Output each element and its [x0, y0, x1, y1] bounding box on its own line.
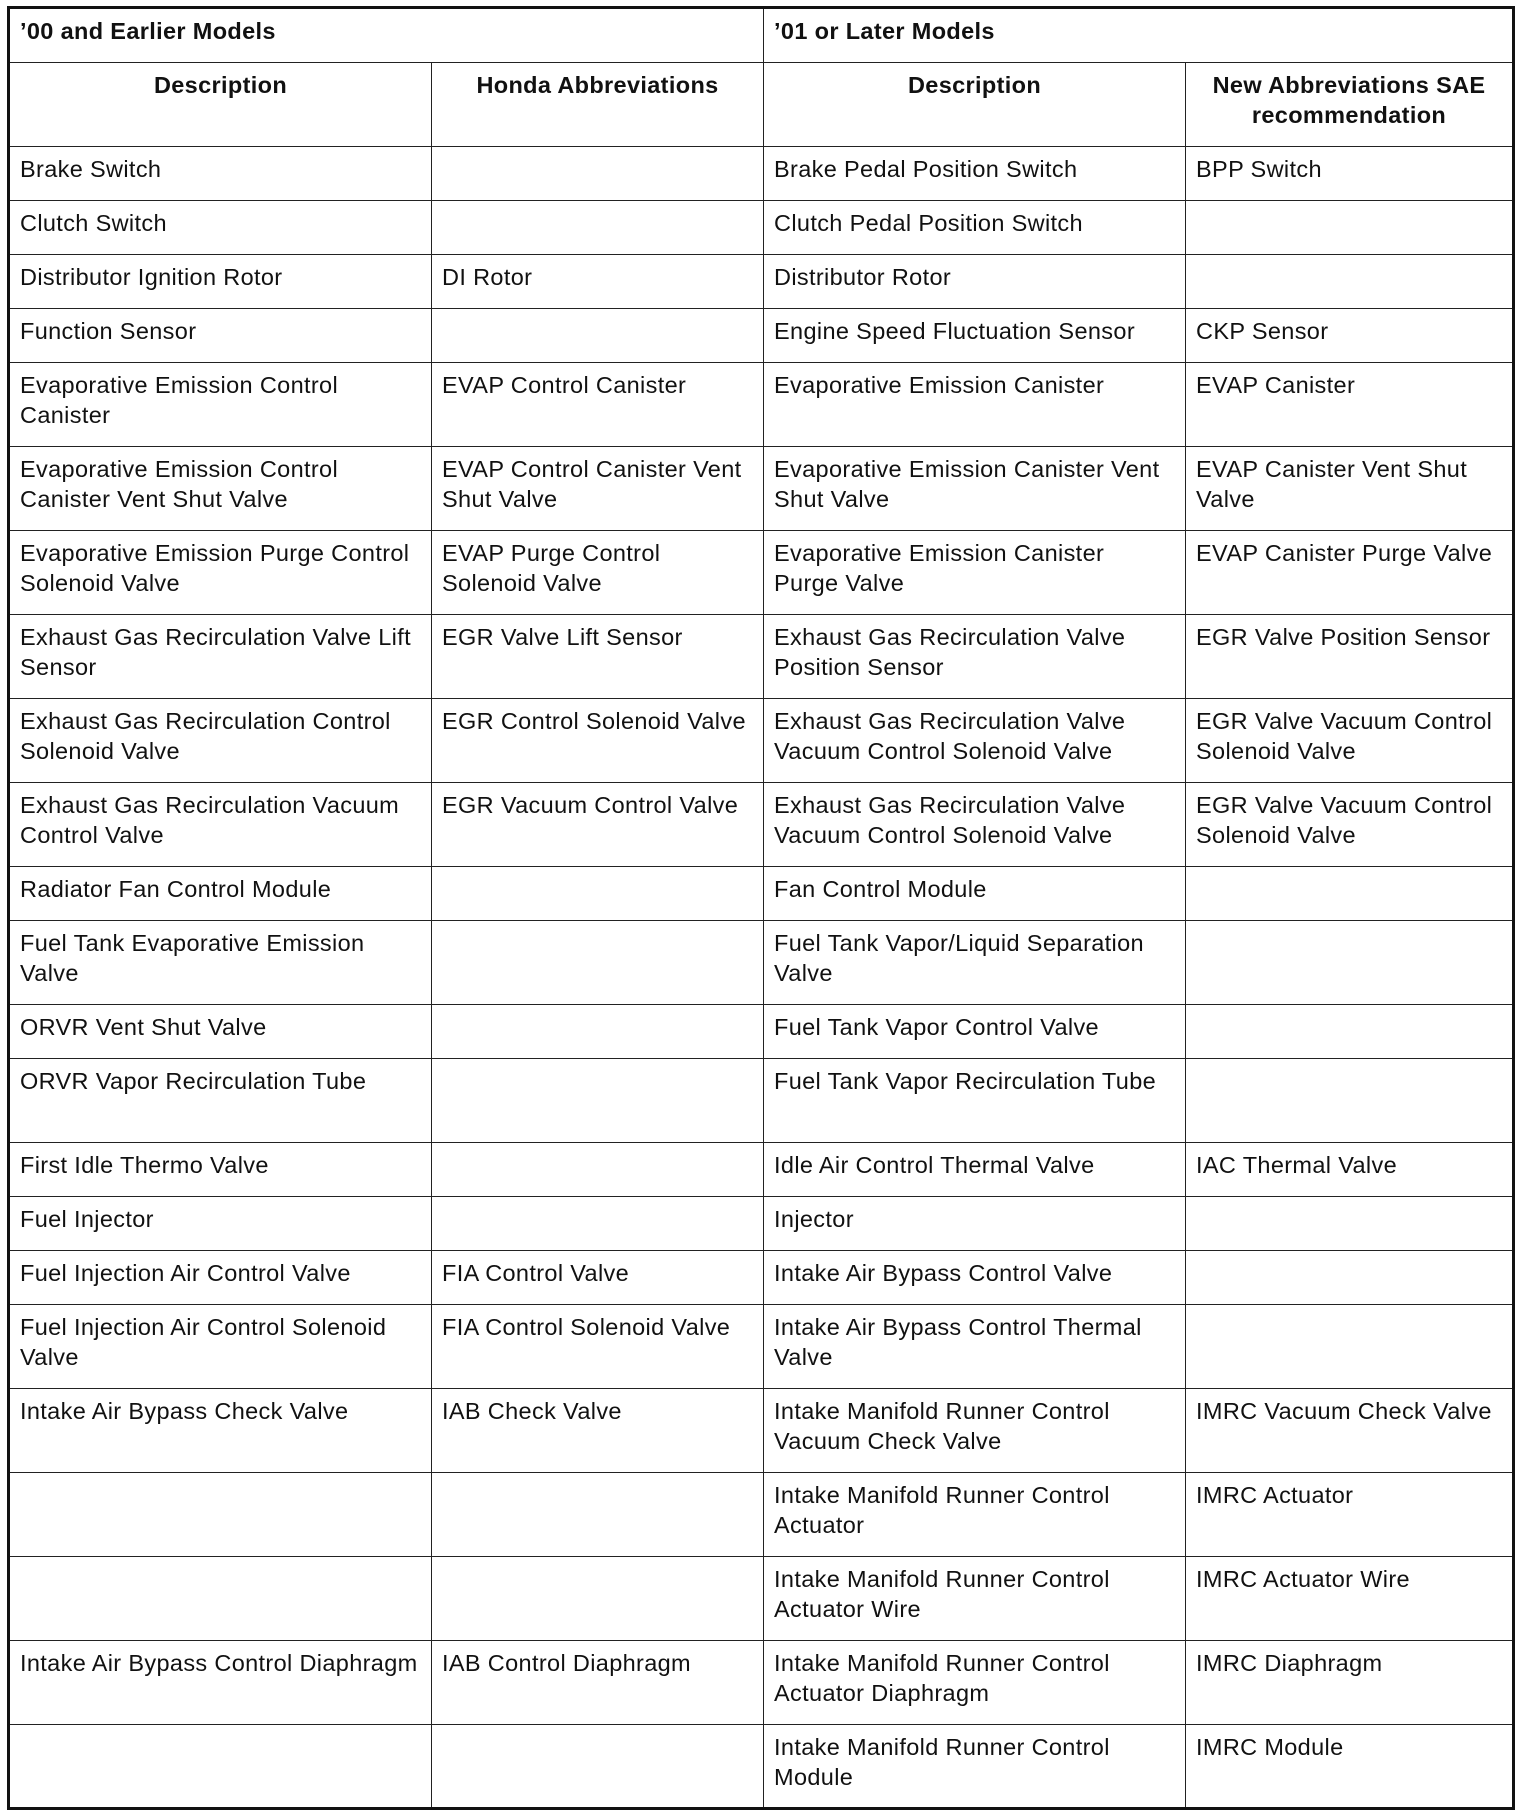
new-description-cell: Intake Air Bypass Control Valve — [764, 1251, 1186, 1305]
new-description-cell: Intake Manifold Runner Control Actuator — [764, 1473, 1186, 1557]
new-description-cell: Distributor Rotor — [764, 255, 1186, 309]
honda-abbreviation-cell: EVAP Control Canister — [432, 363, 764, 447]
honda-abbreviation-cell — [432, 1059, 764, 1143]
old-description-cell: ORVR Vent Shut Valve — [9, 1005, 432, 1059]
old-description-cell: Intake Air Bypass Control Diaphragm — [9, 1641, 432, 1725]
new-description-cell: Intake Manifold Runner Control Actuator Wire — [764, 1557, 1186, 1641]
table-row — [9, 531, 1514, 615]
honda-abbreviation-cell — [432, 1197, 764, 1251]
sae-abbreviation-cell — [1186, 1059, 1514, 1143]
honda-abbreviation-cell: DI Rotor — [432, 255, 764, 309]
sae-abbreviation-cell: CKP Sensor — [1186, 309, 1514, 363]
table-row — [9, 1557, 1514, 1641]
new-description-cell: Brake Pedal Position Switch — [764, 147, 1186, 201]
honda-abbreviation-cell — [432, 147, 764, 201]
table-row — [9, 363, 1514, 447]
table-row — [9, 615, 1514, 699]
new-description-cell: Clutch Pedal Position Switch — [764, 201, 1186, 255]
sae-abbreviation-cell: IAC Thermal Valve — [1186, 1143, 1514, 1197]
honda-abbreviation-cell — [432, 867, 764, 921]
old-description-cell: Fuel Injector — [9, 1197, 432, 1251]
table-row — [9, 255, 1514, 309]
new-description-cell: Intake Manifold Runner Control Vacuum Check Valve — [764, 1389, 1186, 1473]
sae-abbreviation-cell — [1186, 1197, 1514, 1251]
new-description-cell: Fuel Tank Vapor Control Valve — [764, 1005, 1186, 1059]
old-description-cell: Exhaust Gas Recirculation Vacuum Control Valve — [9, 783, 432, 867]
honda-abbreviation-cell — [432, 1557, 764, 1641]
honda-abbreviation-cell: EVAP Purge Control Solenoid Valve — [432, 531, 764, 615]
sae-abbreviation-cell: EVAP Canister — [1186, 363, 1514, 447]
old-description-cell: ORVR Vapor Recirculation Tube — [9, 1059, 432, 1143]
table-row — [9, 1641, 1514, 1725]
old-description-cell: Fuel Injection Air Control Valve — [9, 1251, 432, 1305]
honda-abbreviation-cell: IAB Check Valve — [432, 1389, 764, 1473]
column-header-honda-abbreviations: Honda Abbreviations — [432, 63, 764, 147]
sae-abbreviation-cell: IMRC Module — [1186, 1725, 1514, 1809]
sae-abbreviation-cell — [1186, 1305, 1514, 1389]
group-header-row — [9, 8, 1514, 63]
old-description-cell: Fuel Tank Evaporative Emission Valve — [9, 921, 432, 1005]
sae-abbreviation-cell — [1186, 921, 1514, 1005]
table-row — [9, 1251, 1514, 1305]
old-description-cell: Evaporative Emission Control Canister — [9, 363, 432, 447]
honda-abbreviation-cell: EGR Vacuum Control Valve — [432, 783, 764, 867]
new-description-cell: Exhaust Gas Recirculation Valve Vacuum Control Solenoid Valve — [764, 783, 1186, 867]
old-description-cell: First Idle Thermo Valve — [9, 1143, 432, 1197]
sae-abbreviation-cell: IMRC Actuator Wire — [1186, 1557, 1514, 1641]
table-row — [9, 867, 1514, 921]
old-description-cell: Evaporative Emission Purge Control Solenoid Valve — [9, 531, 432, 615]
table-row — [9, 699, 1514, 783]
table-row — [9, 1473, 1514, 1557]
table-row — [9, 1725, 1514, 1809]
old-description-cell: Brake Switch — [9, 147, 432, 201]
new-description-cell: Evaporative Emission Canister — [764, 363, 1186, 447]
old-description-cell: Intake Air Bypass Check Valve — [9, 1389, 432, 1473]
column-header-new-description: Description — [764, 63, 1186, 147]
sae-abbreviation-cell — [1186, 201, 1514, 255]
group-header-old-models: ’00 and Earlier Models — [9, 8, 764, 63]
sae-abbreviation-cell: EVAP Canister Purge Valve — [1186, 531, 1514, 615]
sae-abbreviation-cell — [1186, 255, 1514, 309]
sae-abbreviation-cell: IMRC Vacuum Check Valve — [1186, 1389, 1514, 1473]
new-description-cell: Idle Air Control Thermal Valve — [764, 1143, 1186, 1197]
table-row — [9, 447, 1514, 531]
old-description-cell: Evaporative Emission Control Canister Vent Shut Valve — [9, 447, 432, 531]
honda-abbreviation-cell: EGR Control Solenoid Valve — [432, 699, 764, 783]
new-description-cell: Evaporative Emission Canister Purge Valve — [764, 531, 1186, 615]
honda-abbreviation-cell — [432, 201, 764, 255]
honda-abbreviation-cell — [432, 1005, 764, 1059]
honda-abbreviation-cell — [432, 1725, 764, 1809]
new-description-cell: Exhaust Gas Recirculation Valve Vacuum Control Solenoid Valve — [764, 699, 1186, 783]
old-description-cell — [9, 1725, 432, 1809]
table-row — [9, 1005, 1514, 1059]
new-description-cell: Fuel Tank Vapor Recirculation Tube — [764, 1059, 1186, 1143]
sae-abbreviation-cell: EVAP Canister Vent Shut Valve — [1186, 447, 1514, 531]
table-row — [9, 1305, 1514, 1389]
table-row — [9, 309, 1514, 363]
sae-abbreviation-cell — [1186, 867, 1514, 921]
honda-abbreviation-cell: FIA Control Valve — [432, 1251, 764, 1305]
new-description-cell: Evaporative Emission Canister Vent Shut Valve — [764, 447, 1186, 531]
honda-abbreviation-cell — [432, 1473, 764, 1557]
honda-abbreviation-cell: IAB Control Diaphragm — [432, 1641, 764, 1725]
old-description-cell: Distributor Ignition Rotor — [9, 255, 432, 309]
new-description-cell: Injector — [764, 1197, 1186, 1251]
sae-abbreviation-cell — [1186, 1005, 1514, 1059]
honda-abbreviation-cell — [432, 1143, 764, 1197]
column-header-row — [9, 63, 1514, 147]
old-description-cell: Exhaust Gas Recirculation Control Solenoid Valve — [9, 699, 432, 783]
old-description-cell: Radiator Fan Control Module — [9, 867, 432, 921]
sae-abbreviation-cell: EGR Valve Vacuum Control Solenoid Valve — [1186, 783, 1514, 867]
table-row — [9, 147, 1514, 201]
new-description-cell: Exhaust Gas Recirculation Valve Position Sensor — [764, 615, 1186, 699]
sae-abbreviation-cell — [1186, 1251, 1514, 1305]
old-description-cell — [9, 1473, 432, 1557]
old-description-cell: Fuel Injection Air Control Solenoid Valve — [9, 1305, 432, 1389]
table-row — [9, 921, 1514, 1005]
new-description-cell: Fuel Tank Vapor/Liquid Separation Valve — [764, 921, 1186, 1005]
new-description-cell: Intake Manifold Runner Control Actuator Diaphragm — [764, 1641, 1186, 1725]
honda-abbreviation-cell: EGR Valve Lift Sensor — [432, 615, 764, 699]
new-description-cell: Intake Air Bypass Control Thermal Valve — [764, 1305, 1186, 1389]
old-description-cell — [9, 1557, 432, 1641]
sae-abbreviation-cell: IMRC Actuator — [1186, 1473, 1514, 1557]
column-header-sae-abbreviations: New Abbreviations SAE recommendation — [1186, 63, 1514, 147]
table-row — [9, 1143, 1514, 1197]
abbreviation-table — [7, 6, 1515, 1810]
table-row — [9, 1059, 1514, 1143]
table-row — [9, 783, 1514, 867]
honda-abbreviation-cell: FIA Control Solenoid Valve — [432, 1305, 764, 1389]
sae-abbreviation-cell: EGR Valve Position Sensor — [1186, 615, 1514, 699]
table-row — [9, 1197, 1514, 1251]
honda-abbreviation-cell — [432, 921, 764, 1005]
old-description-cell: Clutch Switch — [9, 201, 432, 255]
sae-abbreviation-cell: EGR Valve Vacuum Control Solenoid Valve — [1186, 699, 1514, 783]
new-description-cell: Engine Speed Fluctuation Sensor — [764, 309, 1186, 363]
honda-abbreviation-cell — [432, 309, 764, 363]
column-header-old-description: Description — [9, 63, 432, 147]
new-description-cell: Fan Control Module — [764, 867, 1186, 921]
table-row — [9, 201, 1514, 255]
old-description-cell: Exhaust Gas Recirculation Valve Lift Sensor — [9, 615, 432, 699]
group-header-new-models: ’01 or Later Models — [764, 8, 1514, 63]
new-description-cell: Intake Manifold Runner Control Module — [764, 1725, 1186, 1809]
old-description-cell: Function Sensor — [9, 309, 432, 363]
sae-abbreviation-cell: BPP Switch — [1186, 147, 1514, 201]
sae-abbreviation-cell: IMRC Diaphragm — [1186, 1641, 1514, 1725]
table-row — [9, 1389, 1514, 1473]
honda-abbreviation-cell: EVAP Control Canister Vent Shut Valve — [432, 447, 764, 531]
